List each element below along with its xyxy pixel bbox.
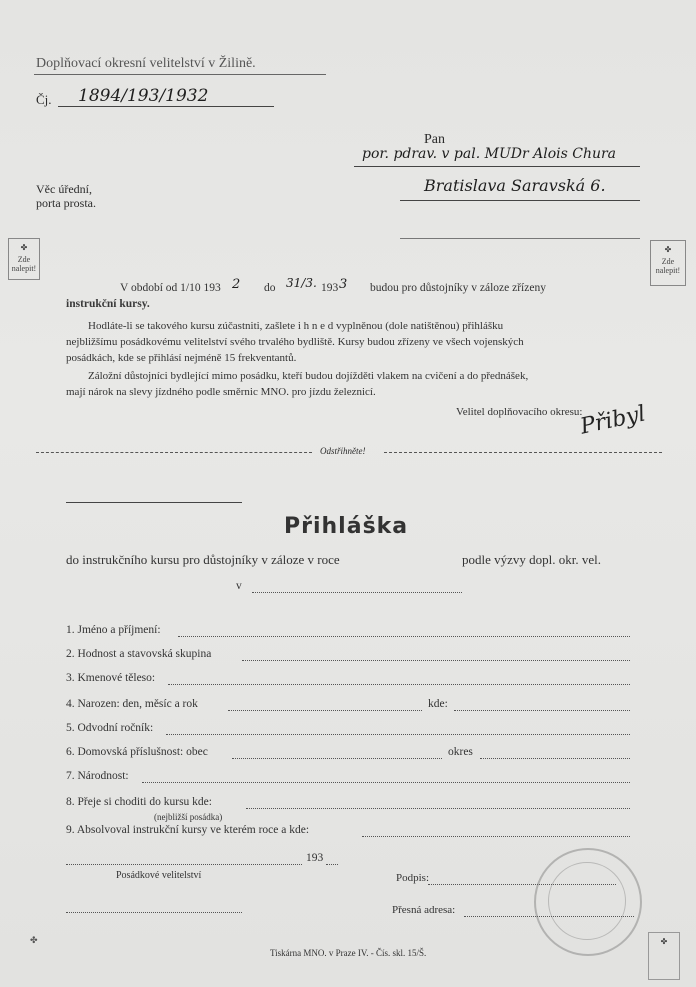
birth-place-label: kde: xyxy=(428,698,448,710)
field-birth-place[interactable] xyxy=(454,710,630,711)
form-subtitle-a: do instrukčního kursu pro důstojníky v záloze v roce xyxy=(66,552,340,567)
form-subtitle-b: podle výzvy dopl. okr. vel. xyxy=(462,552,602,567)
form-item-9: 9. Absolvoval instrukční kursy ve kterém roce a kde: xyxy=(66,824,310,836)
reference-underline xyxy=(58,106,274,107)
addressee-extra-underline xyxy=(400,238,640,239)
stamp-box-bottom-right xyxy=(648,932,680,980)
addressee-address-underline xyxy=(400,200,640,201)
field-command-signature[interactable] xyxy=(66,912,242,913)
form-title: Přihláška xyxy=(284,514,409,539)
cut-line-right xyxy=(384,452,662,453)
office-name: Doplňovací okresní velitelství v Žilině. xyxy=(36,56,256,71)
field-nationality[interactable] xyxy=(142,782,630,783)
field-birth-date[interactable] xyxy=(228,710,422,711)
field-year-suffix[interactable] xyxy=(326,864,338,865)
stamp-box-left xyxy=(8,238,40,280)
commander-signature: Přibyl xyxy=(578,401,648,440)
notice-p1-c: 193 xyxy=(321,282,339,294)
office-underline xyxy=(34,74,326,75)
field-home-municipality[interactable] xyxy=(232,758,442,759)
year-label: 193 xyxy=(306,852,324,864)
field-unit[interactable] xyxy=(168,684,630,685)
notice-p1-hand3: 3 xyxy=(339,277,348,292)
notice-p2-line3: posádkách, kde se přihlásí nejméně 15 frekventantů. xyxy=(66,352,297,364)
notice-p3-line1: Záložní důstojníci bydlející mimo posádku, kteří budou dojížděti vlakem na cvičení a do přednášek, xyxy=(88,370,529,382)
form-item-8: 8. Přeje si choditi do kursu kde: xyxy=(66,796,212,808)
clover-icon: ✤ xyxy=(664,245,672,254)
reference-prefix: Čj. xyxy=(36,92,52,107)
address-field-label: Přesná adresa: xyxy=(392,904,456,916)
notice-p1-b: do xyxy=(264,282,276,294)
form-item-2: 2. Hodnost a stavovská skupina xyxy=(66,648,212,660)
addressee-address: Bratislava Saravská 6. xyxy=(424,176,606,195)
field-place-date[interactable] xyxy=(66,864,302,865)
form-place-field[interactable] xyxy=(252,592,462,593)
field-preferred-post[interactable] xyxy=(246,808,630,809)
form-item-3: 3. Kmenové těleso: xyxy=(66,672,156,684)
notice-p1-hand1: 2 xyxy=(232,277,241,292)
notice-p2-line2: nejbližšímu posádkovému velitelství svého trvalého bydliště. Kursy budou zřízeny ve všech vojenských xyxy=(66,336,524,348)
field-home-district[interactable] xyxy=(480,758,630,759)
postage-line-2: porta prosta. xyxy=(36,196,96,210)
addressee-name-underline xyxy=(354,166,640,167)
notice-p1-a: V období od 1/10 193 xyxy=(120,282,221,294)
nearest-post-note: (nejbližší posádka) xyxy=(154,812,223,822)
stamp-box-right-label: Zde nalepit! xyxy=(655,257,681,275)
postmark-inner-ring xyxy=(548,862,626,940)
form-top-line xyxy=(66,502,242,503)
cut-instruction: Odstřihněte! xyxy=(320,446,366,456)
cut-line-left xyxy=(36,452,312,453)
signature-field-label: Podpis: xyxy=(396,872,430,884)
printer-imprint: Tiskárna MNO. v Praze IV. - Čís. skl. 15/Š. xyxy=(270,948,427,958)
field-name[interactable] xyxy=(178,636,630,637)
signature-label: Velitel doplňovacího okresu: xyxy=(456,406,583,418)
command-label: Posádkové velitelství xyxy=(116,870,202,881)
field-rank[interactable] xyxy=(242,660,630,661)
form-item-1: 1. Jméno a příjmení: xyxy=(66,624,161,636)
postage-line-1: Věc úřední, xyxy=(36,182,92,196)
form-item-7: 7. Národnost: xyxy=(66,770,129,782)
form-item-4: 4. Narozen: den, měsíc a rok xyxy=(66,698,198,710)
stamp-box-right xyxy=(650,240,686,286)
notice-p1-e: instrukční kursy. xyxy=(66,298,150,310)
reference-number: 1894/193/1932 xyxy=(78,86,209,106)
notice-p1-hand2: 31/3. xyxy=(286,276,317,290)
addressee-name: por. pdrav. v pal. MUDr Alois Chura xyxy=(362,146,617,162)
notice-p3-line2: mají nárok na slevy jízdného podle směrnic MNO. pro jízdu železnicí. xyxy=(66,386,376,398)
clover-icon: ✤ xyxy=(20,243,28,252)
district-label: okres xyxy=(448,746,473,758)
addressee-salutation: Pan xyxy=(424,132,445,147)
form-item-6: 6. Domovská příslušnost: obec xyxy=(66,746,208,758)
notice-p2-line1: Hodláte-li se takového kursu zúčastniti, zašlete i h n e d vyplněnou (dole natištěnou) přihlášku xyxy=(88,320,504,332)
clover-icon: ✤ xyxy=(30,936,38,946)
field-completed-courses[interactable] xyxy=(362,836,630,837)
form-place-label: v xyxy=(236,580,242,592)
stamp-box-left-label: Zde nalepit! xyxy=(11,255,37,273)
clover-icon: ✤ xyxy=(660,937,668,946)
notice-p1-d: budou pro důstojníky v záloze zřízeny xyxy=(370,282,546,294)
field-conscription-year[interactable] xyxy=(166,734,630,735)
form-item-5: 5. Odvodní ročník: xyxy=(66,722,154,734)
